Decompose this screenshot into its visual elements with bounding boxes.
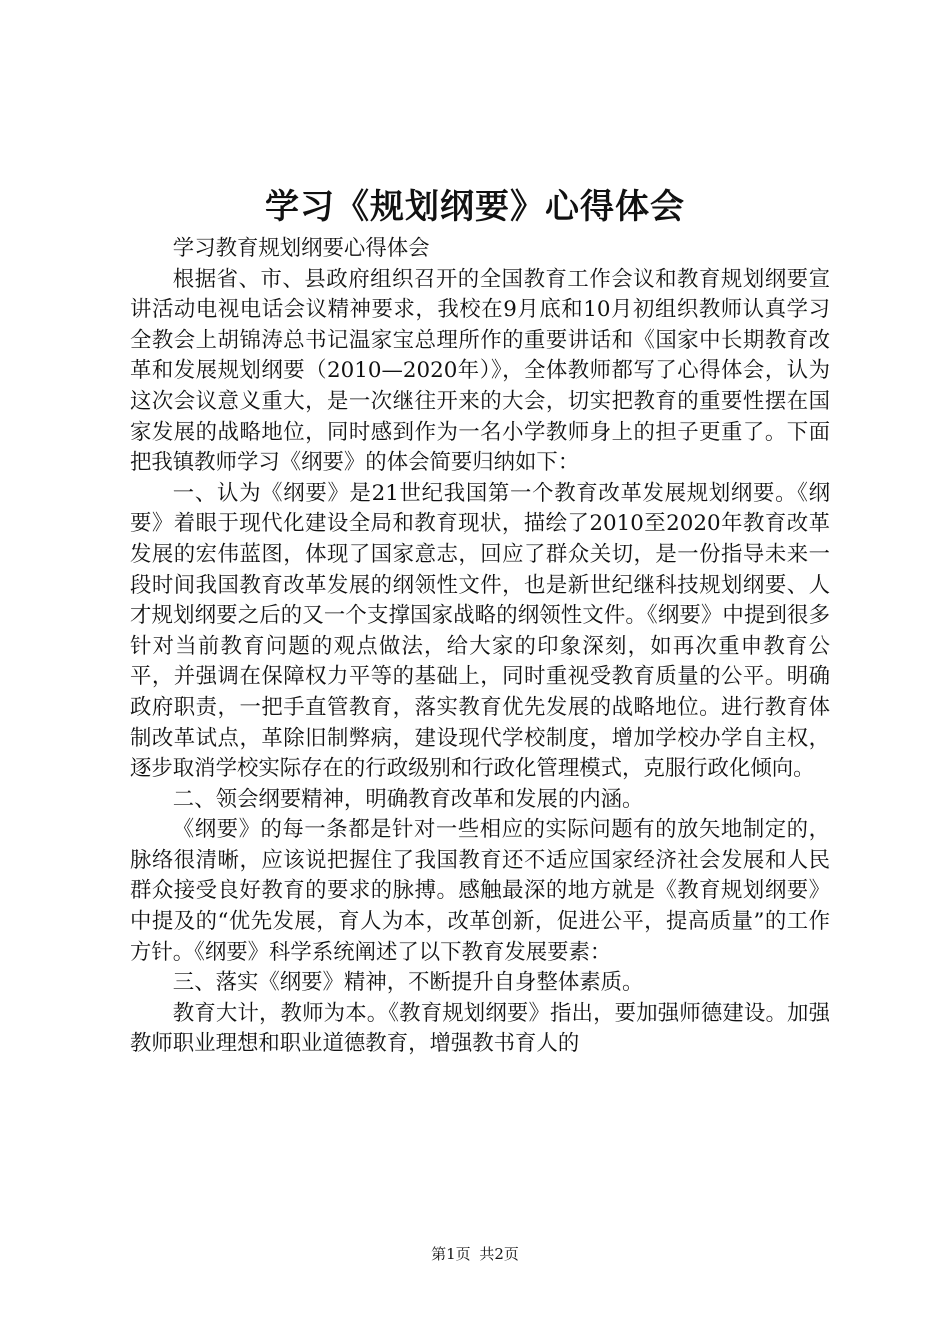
paragraph-heading-three: 三、落实《纲要》精神，不断提升自身整体素质。 — [172, 970, 644, 996]
paragraph-point-one: 一、认为《纲要》是21世纪我国第一个教育改革发展规划纲要。《纲要》着眼于现代化建设全局和教育现状，描绘了2010至2020年教育改革发展的宏伟蓝图，体现了国家意志，回应了群众关切，是一份指导未来一段时间我国教育改革发展的纲领性文件，也是新世纪继科技规划纲要、人才规划纲要之后的又一个支撑国家战略的纲领性文件。《纲要》中提到很多针对当前教育问题的观点做法，给大家的印象深刻，如再次重申教育公平，并强调在保障权力平等的基础上，同时重视受教育质量的公平。明确政府职责，一把手直管教育，落实教育优先发展的战略地位。进行教育体制改革试点，革除旧制弊病，建设现代学校制度，增加学校办学自主权，逐步取消学校实际存在的行政级别和行政化管理模式，克服行政化倾向。 — [130, 480, 830, 782]
paragraph-intro: 根据省、市、县政府组织召开的全国教育工作会议和教育规划纲要宣讲活动电视电话会议精神要求，我校在9月底和10月初组织教师认真学习全教会上胡锦涛总书记温家宝总理所作的重要讲话和《国家中长期教育改革和发展规划纲要（2010—2020年）》，全体教师都写了心得体会，认为这次会议意义重大，是一次继往开来的大会，切实把教育的重要性摆在国家发展的战略地位，同时感到作为一名小学教师身上的担子更重了。下面把我镇教师学习《纲要》的体会简要归纳如下： — [130, 266, 830, 476]
document-body — [130, 234, 830, 1060]
page-total: 共2页 — [479, 1245, 519, 1263]
page-footer — [0, 1244, 950, 1264]
paragraph-point-two: 《纲要》的每一条都是针对一些相应的实际问题有的放矢地制定的，脉络很清晰，应该说把握住了我国教育还不适应国家经济社会发展和人民群众接受良好教育的要求的脉搏。感触最深的地方就是《教育规划纲要》中提及的“优先发展，育人为本，改革创新，促进公平，提高质量”的工作方针。《纲要》科学系统阐述了以下教育发展要素： — [130, 817, 830, 965]
document-title: 学习《规划纲要》心得体会 — [265, 187, 685, 227]
paragraph-heading-two: 二、领会纲要精神，明确教育改革和发展的内涵。 — [172, 786, 644, 812]
paragraph-subtitle: 学习教育规划纲要心得体会 — [172, 236, 430, 261]
paragraph-point-three: 教育大计，教师为本。《教育规划纲要》指出，要加强师德建设。加强教师职业理想和职业道德教育，增强教书育人的 — [130, 1000, 830, 1057]
page-number: 第1页 — [431, 1245, 471, 1263]
